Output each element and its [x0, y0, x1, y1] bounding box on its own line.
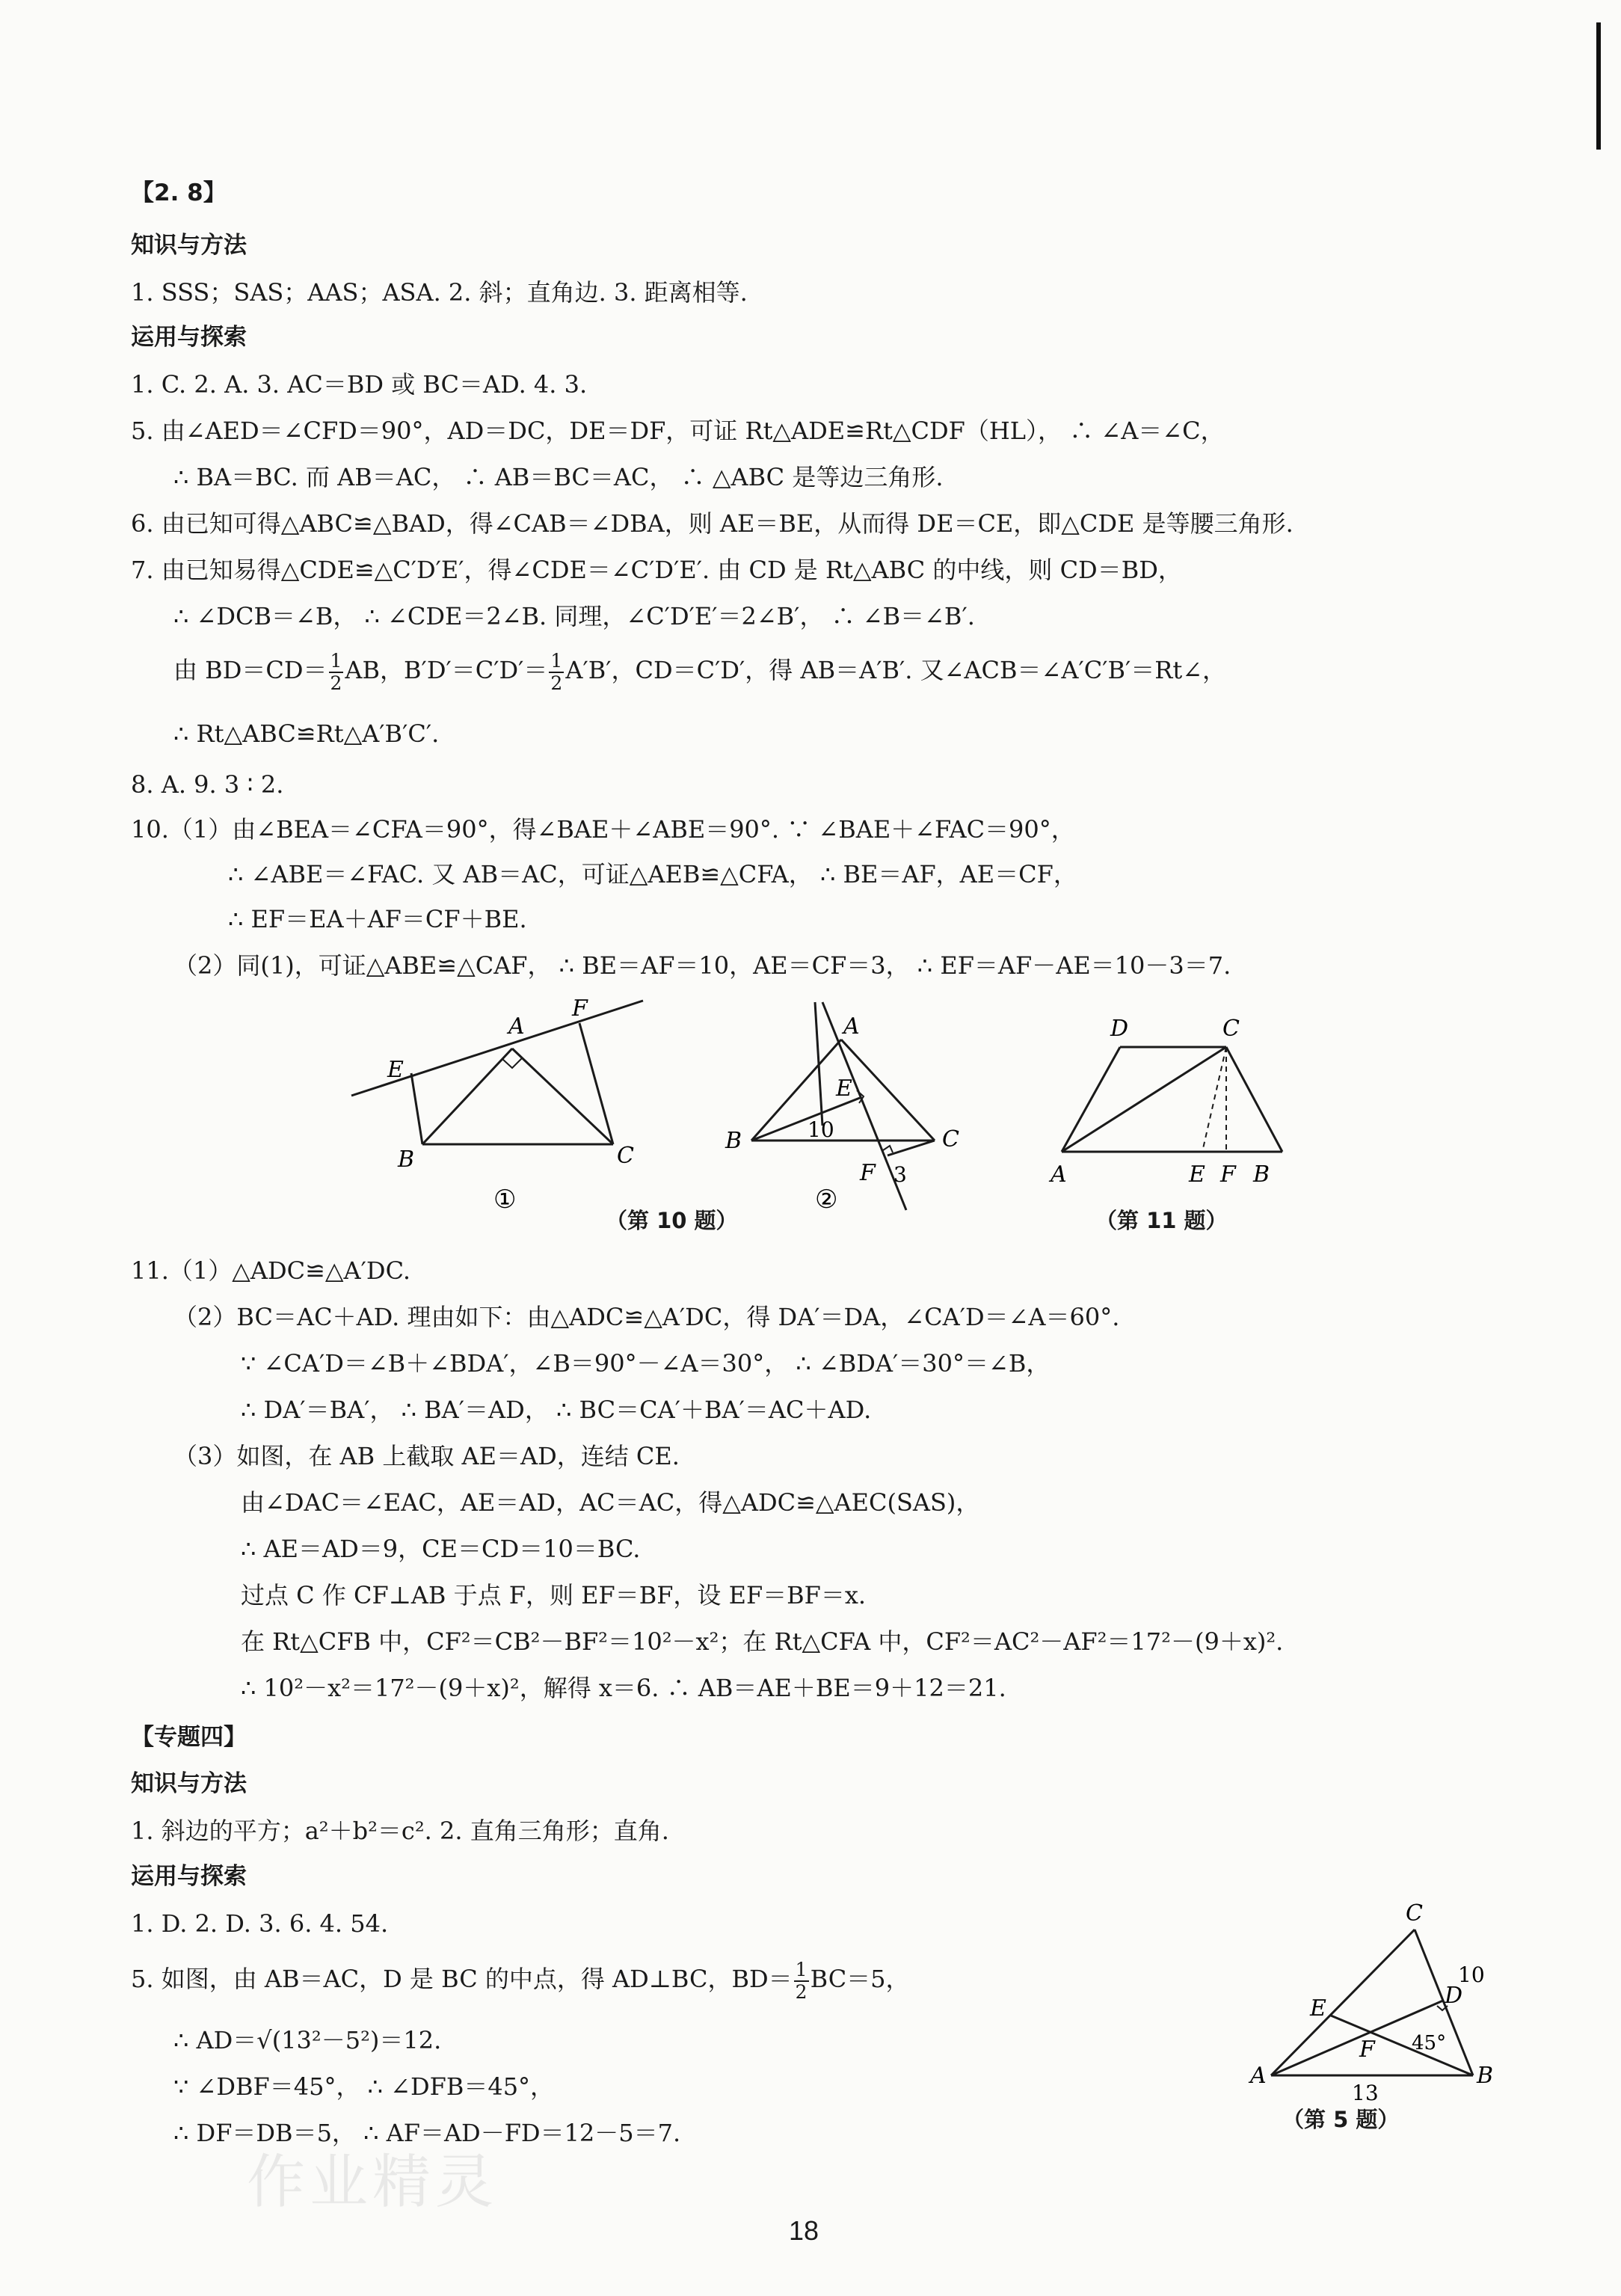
numerator: 1 [550, 650, 563, 672]
segment-be [411, 1073, 422, 1144]
section-heading-topic-4: 【专题四】 [131, 1724, 247, 1751]
label-a: A [508, 1013, 525, 1040]
section-heading-2-8: 【2. 8】 [131, 179, 227, 206]
segment-cf [579, 1023, 613, 1144]
label-circled-2: ② [815, 1185, 838, 1212]
segment-be [751, 1098, 860, 1141]
segment-cb [1226, 1047, 1282, 1152]
label-e: E [1189, 1161, 1205, 1188]
page-number: 18 [789, 2215, 819, 2246]
text-segment: BC＝5， [810, 1965, 910, 1993]
answer-line: ∴ AD＝√(13²－5²)＝12. [173, 2026, 442, 2054]
figure-11 [1039, 1002, 1301, 1197]
answer-line: ∴ ∠ABE＝∠FAC. 又 AB＝AC，可证△AEB≌△CFA， ∴ BE＝AF，AE＝CF， [228, 860, 1077, 888]
segment-ba [422, 1049, 512, 1144]
label-10: 10 [808, 1117, 834, 1142]
label-b: B [1253, 1161, 1270, 1188]
answer-line: 1. C. 2. A. 3. AC＝BD 或 BC＝AD. 4. 3. [131, 370, 588, 399]
fraction-half [329, 651, 344, 693]
text-segment: 由 BD＝CD＝ [173, 656, 327, 684]
label-13: 13 [1352, 2081, 1379, 2102]
answer-line: 11.（1）△ADC≌△A′DC. [131, 1256, 411, 1285]
answer-line: 在 Rt△CFB 中，CF²＝CB²－BF²＝10²－x²；在 Rt△CFA 中，CF²＝AC²－AF²＝17²－(9＋x)². [241, 1627, 1284, 1656]
label-c: C [942, 1126, 959, 1152]
figure-5 [1241, 1892, 1510, 2102]
text-segment: 5. 如图，由 AB＝AC，D 是 BC 的中点，得 AD⊥BC，BD＝ [131, 1965, 793, 1993]
numerator: 1 [795, 1959, 808, 1980]
label-f: F [572, 995, 588, 1022]
answer-line: 由∠DAC＝∠EAC，AE＝AD，AC＝AC，得△ADC≌△AEC(SAS)， [241, 1488, 980, 1517]
answer-line: 10.（1）由∠BEA＝∠CFA＝90°，得∠BAE＋∠ABE＝90°. ∵ ∠BAE＋∠FAC＝90°， [131, 815, 1075, 844]
label-a: A [843, 1013, 860, 1040]
label-c: C [617, 1143, 634, 1169]
answer-line: （2）BC＝AC＋AD. 理由如下：由△ADC≌△A′DC，得 DA′＝DA，∠CA′D＝∠A＝60°. [173, 1303, 1120, 1331]
page-edge-bar [1596, 22, 1601, 150]
answer-line: 6. 由已知可得△ABC≌△BAD，得∠CAB＝∠DBA，则 AE＝BE，从而得 DE＝CE，即△CDE 是等腰三角形. [131, 509, 1294, 538]
label-45-degrees: 45° [1412, 2032, 1447, 2054]
denominator: 2 [795, 1980, 808, 2003]
label-f: F [860, 1160, 876, 1186]
figure-10-1 [329, 987, 658, 1212]
answer-line: （3）如图，在 AB 上截取 AE＝AD，连结 CE. [173, 1442, 680, 1470]
answer-line: ∴ Rt△ABC≌Rt△A′B′C′. [173, 719, 440, 748]
segment-ce-dashed [1202, 1047, 1226, 1152]
denominator: 2 [330, 672, 342, 694]
answer-line: ∴ DA′＝BA′， ∴ BA′＝AD， ∴ BC＝CA′＋BA′＝AC＋AD. [241, 1396, 872, 1424]
label-e: E [836, 1075, 852, 1102]
right-angle-mark [502, 1058, 522, 1068]
segment-da [1062, 1047, 1120, 1152]
answer-line: ∵ ∠DBF＝45°， ∴ ∠DFB＝45°， [173, 2072, 555, 2101]
answer-line: ∴ AE＝AD＝9，CE＝CD＝10＝BC. [241, 1535, 641, 1563]
answer-line: ∴ EF＝EA＋AF＝CF＋BE. [228, 905, 527, 933]
answer-line-fraction [131, 1959, 910, 2002]
answer-line: 1. 斜边的平方；a²＋b²＝c². 2. 直角三角形；直角. [131, 1817, 669, 1845]
subheading-knowledge: 知识与方法 [131, 232, 247, 259]
label-b: B [1477, 2063, 1494, 2089]
answer-line-fraction [173, 651, 1226, 693]
answer-line: 5. 由∠AED＝∠CFD＝90°，AD＝DC，DE＝DF，可证 Rt△ADE≌Rt△CDF（HL）， ∴ ∠A＝∠C， [131, 417, 1225, 445]
fraction-half [549, 651, 564, 693]
label-f: F [1359, 2036, 1375, 2063]
answer-line: ∵ ∠CA′D＝∠B＋∠BDA′，∠B＝90°－∠A＝30°， ∴ ∠BDA′＝30°＝∠B， [241, 1349, 1051, 1378]
subheading-application: 运用与探索 [131, 324, 247, 351]
label-e: E [387, 1057, 404, 1083]
segment-ac [1062, 1047, 1226, 1152]
figure-caption-10: （第 10 题） [606, 1208, 738, 1233]
subheading-knowledge: 知识与方法 [131, 1770, 247, 1797]
segment-ac [841, 1040, 935, 1141]
segment-ac [512, 1049, 613, 1144]
segment-ac [1271, 1930, 1415, 2075]
answer-line: 1. SSS；SAS；AAS；ASA. 2. 斜；直角边. 3. 距离相等. [131, 278, 748, 307]
label-c: C [1406, 1900, 1423, 1927]
label-b: B [725, 1128, 742, 1154]
label-c: C [1222, 1016, 1240, 1042]
answer-line: ∴ DF＝DB＝5， ∴ AF＝AD－FD＝12－5＝7. [173, 2119, 681, 2147]
answer-line: （2）同(1)，可证△ABE≌△CAF， ∴ BE＝AF＝10，AE＝CF＝3， ∴ EF＝AF－AE＝10－3＝7. [173, 951, 1231, 980]
text-segment: AB，B′D′＝C′D′＝ [345, 656, 548, 684]
segment-cf [888, 1141, 935, 1155]
answer-line: 1. D. 2. D. 3. 6. 4. 54. [131, 1909, 389, 1938]
label-3: 3 [893, 1162, 907, 1187]
answer-line: 过点 C 作 CF⊥AB 于点 F，则 EF＝BF，设 EF＝BF＝x. [241, 1581, 867, 1609]
label-circled-1: ① [493, 1185, 517, 1212]
answer-line: ∴ BA＝BC. 而 AB＝AC， ∴ AB＝BC＝AC， ∴ △ABC 是等边三角形. [173, 463, 944, 491]
fraction-half [794, 1959, 809, 2002]
label-d: D [1445, 1983, 1463, 2009]
answer-line: ∴ 10²－x²＝17²－(9＋x)²，解得 x＝6. ∴ AB＝AE＋BE＝9＋12＝21. [241, 1674, 1006, 1702]
label-a: A [1051, 1161, 1067, 1188]
figure-caption-5: （第 5 题） [1282, 2107, 1400, 2132]
subheading-application: 运用与探索 [131, 1863, 247, 1890]
text-segment: A′B′，CD＝C′D′，得 AB＝A′B′. 又∠ACB＝∠A′C′B′＝Rt∠， [565, 656, 1227, 684]
figure-10-2 [710, 987, 994, 1212]
label-f: F [1220, 1161, 1236, 1188]
label-d: D [1110, 1016, 1129, 1042]
figure-caption-11: （第 11 题） [1095, 1208, 1228, 1233]
answer-line: 7. 由已知易得△CDE≌△C′D′E′，得∠CDE＝∠C′D′E′. 由 CD 是 Rt△ABC 的中线，则 CD＝BD， [131, 556, 1182, 584]
label-10: 10 [1458, 1962, 1485, 1987]
denominator: 2 [550, 672, 563, 694]
watermark: 作业精灵 [247, 2149, 499, 2216]
label-a: A [1250, 2063, 1267, 2089]
label-e: E [1310, 1995, 1326, 2022]
answer-line: 8. A. 9. 3 ∶ 2. [131, 770, 284, 799]
numerator: 1 [330, 650, 342, 672]
label-b: B [398, 1147, 415, 1173]
answer-line: ∴ ∠DCB＝∠B， ∴ ∠CDE＝2∠B. 同理，∠C′D′E′＝2∠B′， ∴ ∠B＝∠B′. [173, 602, 975, 630]
right-angle-mark [883, 1146, 893, 1152]
